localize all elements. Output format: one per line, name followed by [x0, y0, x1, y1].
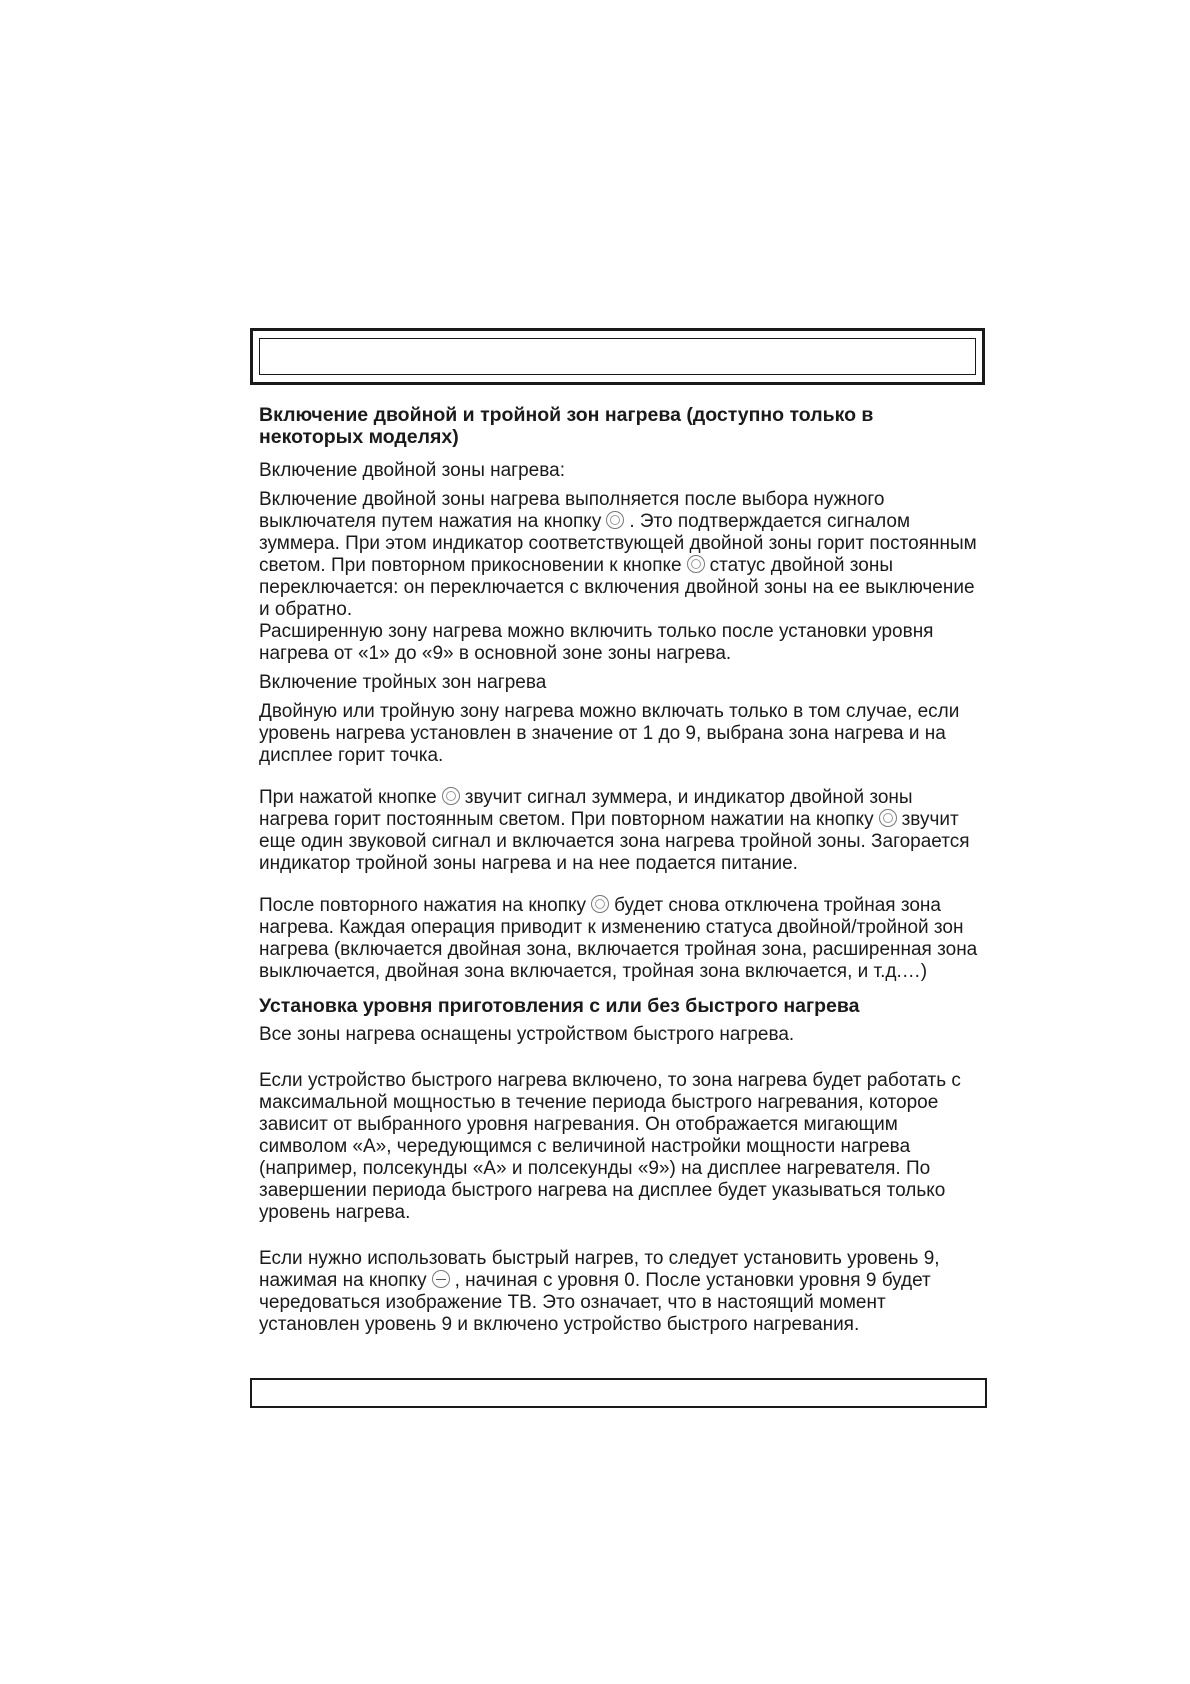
header-frame [250, 328, 985, 385]
header-frame-inner [259, 338, 976, 375]
paragraph-dual-zone-activation: Включение двойной зоны нагрева выполняется после выбора нужного выключателя путем нажатия на кнопку . Это подтверждается сигналом зуммера. При этом индикатор соответствующей двойной зоны горит постоянным светом. При повторном прикосновении к кнопке статус двойной зоны переключается: он переключается с включения двойной зоны на ее выключение и обратно. [259, 489, 977, 620]
zone-button-icon [606, 511, 624, 529]
paragraph-extended-zone: Расширенную зону нагрева можно включить только после установки уровня нагрева от «1» до «9» в основной зоне зоны нагрева. [259, 621, 934, 664]
paragraph-quick-heat-intro: Все зоны нагрева оснащены устройством быстрого нагрева. [259, 1024, 795, 1045]
zone-button-icon [442, 787, 460, 805]
paragraph-triple-zone-conditions: Двойную или тройную зону нагрева можно включать только в том случае, если уровень нагрева установлен в значение от 1 до 9, выбрана зона нагрева и на дисплее горит точка. [259, 701, 960, 766]
paragraph-quick-heat-behavior: Если устройство быстрого нагрева включено, то зона нагрева будет работать с максимальной мощностью в течение периода быстрого нагревания, которое зависит от выбранного уровня нагревания. Он отображается мигающим символом «A», чередующимся с величиной настройки мощности нагрева (например, полсекунды «A» и полсекунды «9») на дисплее нагревателя. По завершении периода быстрого нагрева на дисплее будет указываться только уровень нагрева. [259, 1070, 961, 1223]
document-body [259, 404, 981, 1336]
zone-button-icon [687, 555, 705, 573]
zone-button-icon [879, 809, 897, 827]
subheading-dual-zone: Включение двойной зоны нагрева: [259, 460, 565, 481]
footer-frame [250, 1378, 987, 1408]
section-heading-quick-heat: Установка уровня приготовления с или без быстрого нагрева [259, 995, 860, 1017]
paragraph-quick-heat-usage: Если нужно использовать быстрый нагрев, то следует установить уровень 9, нажимая на кнопку , начиная с уровня 0. После установки уровня 9 будет чередоваться изображение ТВ. Это означает, что в настоящий момент установлен уровень 9 и включено устройство быстрого нагревания. [259, 1248, 940, 1335]
paragraph-zone-cycle: После повторного нажатия на кнопку будет снова отключена тройная зона нагрева. Каждая операция приводит к изменению статуса двойной/тройной зон нагрева (включается двойная зона, включается тройная зона, расширенная зона выключается, двойная зона включается, тройная зона включается, и т.д.…) [259, 895, 978, 982]
minus-button-icon [432, 1270, 450, 1288]
paragraph-triple-zone-activation: При нажатой кнопке звучит сигнал зуммера, и индикатор двойной зоны нагрева горит постоянным светом. При повторном нажатии на кнопку звучит еще один звуковой сигнал и включается зона нагрева тройной зоны. Загорается индикатор тройной зоны нагрева и на нее подается питание. [259, 787, 970, 874]
section-heading-dual-triple-zones: Включение двойной и тройной зон нагрева (доступно только в некоторых моделях) [259, 404, 874, 448]
subheading-triple-zone: Включение тройных зон нагрева [259, 672, 547, 693]
zone-button-icon [591, 895, 609, 913]
